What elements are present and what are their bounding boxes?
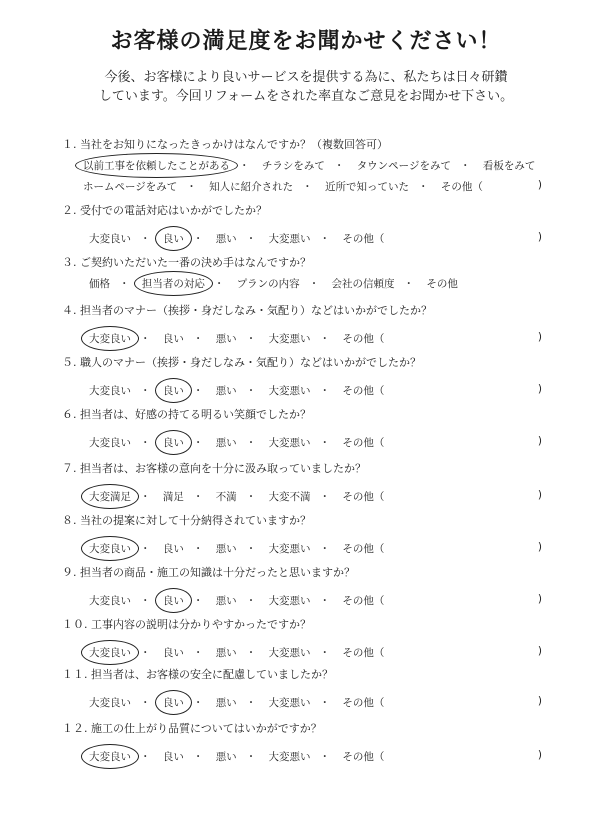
question-text: １０. 工事内容の説明は分かりやすかったですか？ (62, 618, 311, 631)
question-6 (62, 406, 562, 450)
option-bad[interactable]: 悪い (215, 333, 237, 345)
option-plan[interactable]: プランの内容 (236, 278, 300, 290)
option-previous-work[interactable]: 以前工事を依頼したことがある (80, 158, 233, 173)
options: 価格 ・ 担当者の対応 ・ プランの内容 ・ 会社の信頼度 ・ その他 (62, 276, 562, 291)
question-text: ２. 受付での電話対応はいかがでしたか？ (62, 204, 267, 217)
options: 大変良い ・ 良い ・ 悪い ・ 大変悪い ・ その他（ ) (62, 383, 562, 398)
question-text: ８. 当社の提案に対して十分納得されていますか？ (62, 514, 311, 527)
options-line-1: 以前工事を依頼したことがある ・ チラシをみて ・ タウンページをみて ・ 看板をみて (62, 158, 562, 173)
question-11 (62, 666, 562, 710)
option-very-bad[interactable]: 大変悪い (268, 543, 311, 555)
question-8 (62, 512, 562, 556)
other-close-paren: ) (537, 231, 542, 243)
option-townpage[interactable]: タウンページをみて (356, 160, 451, 172)
survey-title: お客様の満足度をお聞かせください！ (110, 29, 502, 54)
other-close-paren: ) (537, 645, 542, 657)
intro-line-2: しています。今回リフォームをされた率直なご意見をお聞かせ下さい。 (98, 89, 514, 104)
option-other[interactable]: その他（ (342, 697, 385, 709)
options: 大変良い ・ 良い ・ 悪い ・ 大変悪い ・ その他（ ) (62, 331, 562, 346)
other-close-paren: ) (537, 489, 542, 501)
option-other[interactable]: その他 (426, 278, 458, 290)
options: 大変良い ・ 良い ・ 悪い ・ 大変悪い ・ その他（ ) (62, 593, 562, 608)
question-text: ６. 担当者は、好感の持てる明るい笑顔でしたか？ (62, 408, 311, 421)
option-very-bad[interactable]: 大変悪い (268, 595, 311, 607)
option-bad[interactable]: 悪い (215, 647, 237, 659)
option-bad[interactable]: 悪い (215, 543, 237, 555)
question-text: ５. 職人のマナー（挨拶・身だしなみ・気配り）などはいかがでしたか？ (62, 356, 421, 369)
other-close-paren: ) (537, 179, 542, 191)
option-very-good[interactable]: 大変良い (89, 595, 131, 607)
option-good[interactable]: 良い (162, 333, 184, 345)
question-4 (62, 302, 562, 346)
other-close-paren: ) (537, 435, 542, 447)
option-other[interactable]: その他（ (342, 491, 385, 503)
question-text: ３. ご契約いただいた一番の決め手はなんですか？ (62, 256, 311, 269)
option-very-satisfied[interactable]: 大変満足 (86, 489, 134, 504)
option-very-bad[interactable]: 大変悪い (268, 333, 311, 345)
option-bad[interactable]: 悪い (215, 385, 237, 397)
option-price[interactable]: 価格 (89, 278, 110, 290)
option-very-bad[interactable]: 大変悪い (268, 385, 311, 397)
option-good[interactable]: 良い (162, 647, 184, 659)
other-close-paren: ) (537, 749, 542, 761)
question-text: １１. 担当者は、お客様の安全に配慮していましたか？ (62, 668, 333, 681)
option-other[interactable]: その他（ (342, 751, 385, 763)
option-good[interactable]: 良い (162, 543, 184, 555)
options: 大変満足 ・ 満足 ・ 不満 ・ 大変不満 ・ その他（ ) (62, 489, 562, 504)
other-close-paren: ) (537, 383, 542, 395)
options: 大変良い ・ 良い ・ 悪い ・ 大変悪い ・ その他（ ) (62, 541, 562, 556)
question-5 (62, 354, 562, 398)
option-very-bad[interactable]: 大変悪い (268, 437, 311, 449)
intro-line-1: 今後、お客様により良いサービスを提供する為に、私たちは日々研鑽 (104, 70, 508, 85)
option-other[interactable]: その他（ (342, 543, 385, 555)
question-10 (62, 616, 562, 660)
option-good[interactable]: 良い (160, 435, 187, 450)
option-flyer[interactable]: チラシをみて (261, 160, 325, 172)
option-good[interactable]: 良い (160, 593, 187, 608)
option-nearby[interactable]: 近所で知っていた (324, 181, 409, 193)
option-good[interactable]: 良い (160, 231, 187, 246)
question-1 (62, 136, 562, 194)
option-dissatisfied[interactable]: 不満 (215, 491, 237, 503)
question-7 (62, 460, 562, 504)
option-good[interactable]: 良い (160, 383, 187, 398)
options: 大変良い ・ 良い ・ 悪い ・ 大変悪い ・ その他（ ) (62, 695, 562, 710)
question-text: １. 当社をお知りになったきっかけはなんですか？（複数回答可） (62, 138, 388, 151)
options-line-2: ホームページをみて ・ 知人に紹介された ・ 近所で知っていた ・ その他（ ) (62, 179, 562, 194)
options: 大変良い ・ 良い ・ 悪い ・ 大変悪い ・ その他（ ) (62, 231, 562, 246)
option-very-bad[interactable]: 大変悪い (268, 697, 311, 709)
option-very-good[interactable]: 大変良い (89, 697, 131, 709)
other-close-paren: ) (537, 331, 542, 343)
options: 大変良い ・ 良い ・ 悪い ・ 大変悪い ・ その他（ ) (62, 435, 562, 450)
option-other[interactable]: その他（ (342, 233, 385, 245)
option-very-bad[interactable]: 大変悪い (268, 233, 311, 245)
option-very-good[interactable]: 大変良い (89, 233, 131, 245)
option-other[interactable]: その他（ (342, 333, 385, 345)
option-other[interactable]: その他（ (342, 595, 385, 607)
option-bad[interactable]: 悪い (215, 595, 237, 607)
option-bad[interactable]: 悪い (215, 697, 237, 709)
other-close-paren: ) (537, 593, 542, 605)
question-3 (62, 254, 562, 291)
other-close-paren: ) (537, 695, 542, 707)
option-bad[interactable]: 悪い (215, 437, 237, 449)
options: 大変良い ・ 良い ・ 悪い ・ 大変悪い ・ その他（ ) (62, 749, 562, 764)
option-trust[interactable]: 会社の信頼度 (331, 278, 395, 290)
option-other[interactable]: その他（ (342, 647, 385, 659)
option-signboard[interactable]: 看板をみて (482, 160, 536, 172)
option-very-dissatisfied[interactable]: 大変不満 (268, 491, 311, 503)
option-satisfied[interactable]: 満足 (162, 491, 184, 503)
option-very-bad[interactable]: 大変悪い (268, 751, 311, 763)
other-close-paren: ) (537, 541, 542, 553)
option-very-good[interactable]: 大変良い (89, 385, 131, 397)
option-other[interactable]: その他（ (440, 181, 483, 193)
option-very-bad[interactable]: 大変悪い (268, 647, 311, 659)
question-2 (62, 202, 562, 246)
question-9 (62, 564, 562, 608)
question-text: ４. 担当者のマナー（挨拶・身だしなみ・気配り）などはいかがでしたか？ (62, 304, 432, 317)
option-other[interactable]: その他（ (342, 437, 385, 449)
option-very-good[interactable]: 大変良い (86, 645, 134, 660)
options: 大変良い ・ 良い ・ 悪い ・ 大変悪い ・ その他（ ) (62, 645, 562, 660)
question-text: １２. 施工の仕上がり品質についてはいかがですか？ (62, 722, 322, 735)
question-12 (62, 720, 562, 764)
option-very-good[interactable]: 大変良い (86, 541, 134, 556)
option-referral[interactable]: 知人に紹介された (209, 181, 294, 193)
option-homepage[interactable]: ホームページをみて (83, 181, 178, 193)
option-good[interactable]: 良い (162, 751, 184, 763)
option-good[interactable]: 良い (160, 695, 187, 710)
option-other[interactable]: その他（ (342, 385, 385, 397)
question-text: ９. 担当者の商品・施工の知識は十分だったと思いますか？ (62, 566, 355, 579)
option-bad[interactable]: 悪い (215, 233, 237, 245)
question-text: ７. 担当者は、お客様の意向を十分に汲み取っていましたか？ (62, 462, 366, 475)
option-very-good[interactable]: 大変良い (86, 749, 134, 764)
option-very-good[interactable]: 大変良い (86, 331, 134, 346)
intro-text (0, 68, 612, 106)
option-staff-response[interactable]: 担当者の対応 (139, 276, 208, 291)
option-very-good[interactable]: 大変良い (89, 437, 131, 449)
option-bad[interactable]: 悪い (215, 751, 237, 763)
